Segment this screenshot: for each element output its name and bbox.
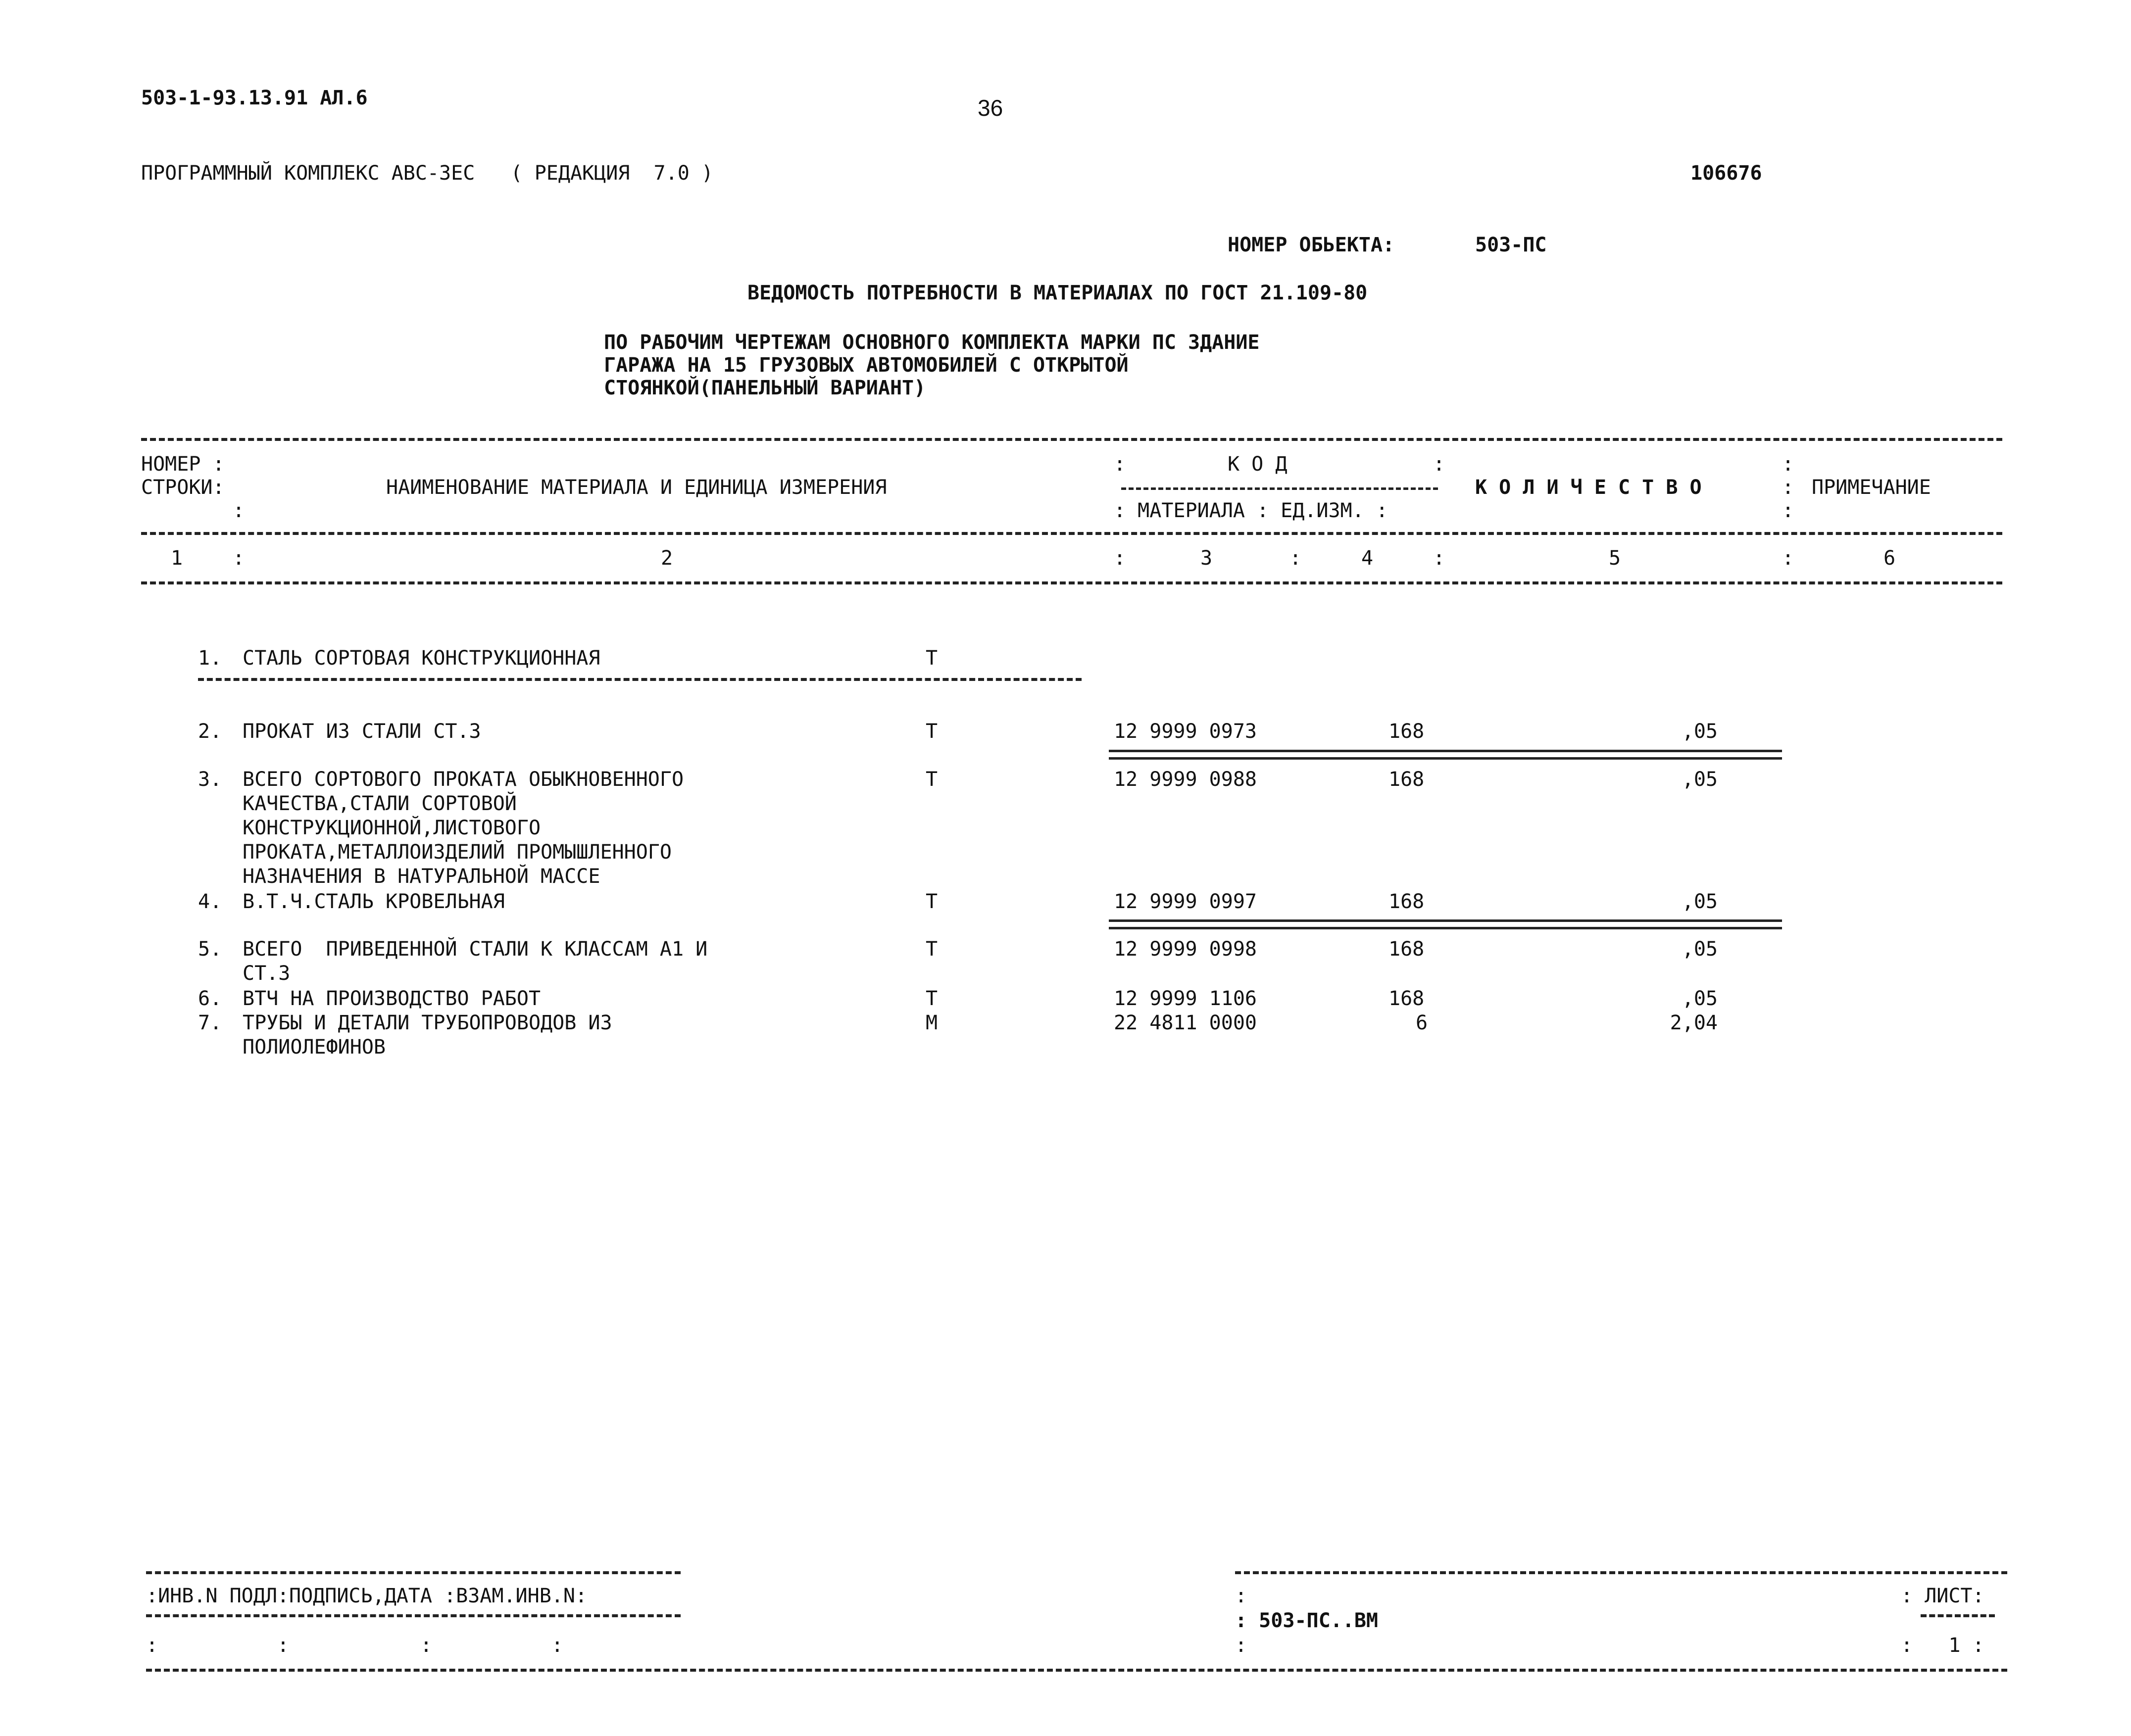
table-top-rule <box>141 438 2002 441</box>
row-name: СТ.3 <box>243 962 291 985</box>
title-block-sep: : <box>1235 1585 1247 1607</box>
sheet-label: : ЛИСТ: <box>1901 1585 1984 1607</box>
row-number: 3. <box>198 768 222 791</box>
header-row-number-1: НОМЕР : <box>141 453 225 476</box>
row-code: 12 9999 0998 <box>1114 938 1257 961</box>
subtitle-line: ПО РАБОЧИМ ЧЕРТЕЖАМ ОСНОВНОГО КОМПЛЕКТА МАРКИ ПС ЗДАНИЕ <box>604 331 1260 354</box>
header-code-rule <box>1121 487 1438 490</box>
row-name: ПОЛИОЛЕФИНОВ <box>243 1036 386 1059</box>
header-quantity: К О Л И Ч Е С Т В О <box>1475 476 1702 499</box>
column-separator: : <box>1114 547 1126 570</box>
software-name: ПРОГРАММНЫЙ КОМПЛЕКС АВС-3ЕС ( РЕДАКЦИЯ 7.0 ) <box>141 162 713 185</box>
row-quantity: ,05 <box>1682 938 1718 961</box>
row-unit: Т <box>926 720 938 743</box>
row-code: 22 4811 0000 <box>1114 1012 1257 1034</box>
row-unit-code: 168 <box>1388 890 1425 913</box>
page-number: 36 <box>978 95 1003 121</box>
sheet-rule <box>1921 1614 1995 1617</box>
sheet-number: : 1 : <box>1901 1634 1984 1657</box>
row-number: 1. <box>198 647 222 670</box>
total-rule <box>1109 750 1782 760</box>
column-separator: : <box>1289 547 1302 570</box>
stamp-mid-rule <box>146 1614 681 1617</box>
row-code: 12 9999 0997 <box>1114 890 1257 913</box>
row-name: СТАЛЬ СОРТОВАЯ КОНСТРУКЦИОННАЯ <box>243 647 600 670</box>
column-number: 6 <box>1883 547 1896 570</box>
column-separator: : <box>1433 547 1445 570</box>
header-row-number-2: СТРОКИ: <box>141 476 225 499</box>
row-quantity: ,05 <box>1682 768 1718 791</box>
title-block-top-rule <box>1235 1571 2007 1574</box>
row-name: КАЧЕСТВА,СТАЛИ СОРТОВОЙ <box>243 792 517 815</box>
subtitle-line: СТОЯНКОЙ(ПАНЕЛЬНЫЙ ВАРИАНТ) <box>604 377 926 399</box>
row-unit: Т <box>926 987 938 1010</box>
document-code: 106676 <box>1690 162 1762 185</box>
column-number: 2 <box>661 547 673 570</box>
row-name: ПРОКАТ ИЗ СТАЛИ СТ.3 <box>243 720 481 743</box>
document-reference: 503-1-93.13.91 АЛ.6 <box>141 87 368 109</box>
stamp-cells: : : : : <box>146 1634 563 1657</box>
row-number: 4. <box>198 890 222 913</box>
row-name: ТРУБЫ И ДЕТАЛИ ТРУБОПРОВОДОВ ИЗ <box>243 1012 612 1034</box>
row-name: НАЗНАЧЕНИЯ В НАТУРАЛЬНОЙ МАССЕ <box>243 865 600 888</box>
header-code: К О Д <box>1228 453 1288 476</box>
row-number: 6. <box>198 987 222 1010</box>
row-quantity: ,05 <box>1682 720 1718 743</box>
document-designation: : 503-ПС..ВМ <box>1235 1609 1378 1632</box>
header-note-sep-bottom: : <box>1782 499 1794 522</box>
header-mid-rule <box>141 532 2002 535</box>
row-unit-code: 168 <box>1388 938 1425 961</box>
row-name: ПРОКАТА,МЕТАЛЛОИЗДЕЛИЙ ПРОМЫШЛЕННОГО <box>243 841 672 864</box>
header-bottom-rule <box>141 581 2002 584</box>
column-number: 5 <box>1609 547 1621 570</box>
row-quantity: 2,04 <box>1670 1012 1718 1034</box>
row-unit-code: 6 <box>1416 1012 1428 1034</box>
column-number: 3 <box>1200 547 1213 570</box>
row-number: 2. <box>198 720 222 743</box>
row-unit-code: 168 <box>1388 768 1425 791</box>
row-name: ВТЧ НА ПРОИЗВОДСТВО РАБОТ <box>243 987 541 1010</box>
column-number: 1 <box>171 547 183 570</box>
page-title: ВЕДОМОСТЬ ПОТРЕБНОСТИ В МАТЕРИАЛАХ ПО ГОСТ 21.109-80 <box>747 282 1368 304</box>
row-number: 7. <box>198 1012 222 1034</box>
column-separator: : <box>1782 547 1794 570</box>
header-material-name: НАИМЕНОВАНИЕ МАТЕРИАЛА И ЕДИНИЦА ИЗМЕРЕНИЯ <box>386 476 887 499</box>
row-code: 12 9999 0973 <box>1114 720 1257 743</box>
row-name: КОНСТРУКЦИОННОЙ,ЛИСТОВОГО <box>243 817 541 839</box>
header-code-sep-right: : <box>1433 453 1445 476</box>
section-rule <box>198 678 1082 681</box>
object-number-label: НОМЕР ОБЬЕКТА: <box>1228 234 1395 256</box>
stamp-top-rule <box>146 1571 681 1574</box>
row-unit: Т <box>926 647 938 670</box>
header-code-sep-left: : <box>1114 453 1126 476</box>
total-rule <box>1109 919 1782 929</box>
row-code: 12 9999 0988 <box>1114 768 1257 791</box>
row-unit-code: 168 <box>1388 987 1425 1010</box>
row-name: ВСЕГО СОРТОВОГО ПРОКАТА ОБЫКНОВЕННОГО <box>243 768 684 791</box>
row-number: 5. <box>198 938 222 961</box>
row-name: В.Т.Ч.СТАЛЬ КРОВЕЛЬНАЯ <box>243 890 505 913</box>
column-number: 4 <box>1361 547 1374 570</box>
subtitle <box>604 333 1260 398</box>
page-bottom-rule <box>146 1669 2007 1672</box>
row-name: ВСЕГО ПРИВЕДЕННОЙ СТАЛИ К КЛАССАМ А1 И <box>243 938 708 961</box>
row-unit: Т <box>926 890 938 913</box>
subtitle-line: ГАРАЖА НА 15 ГРУЗОВЫХ АВТОМОБИЛЕЙ С ОТКРЫТОЙ <box>604 354 1129 377</box>
row-quantity: ,05 <box>1682 890 1718 913</box>
stamp-header: :ИНВ.N ПОДЛ:ПОДПИСЬ,ДАТА :ВЗАМ.ИНВ.N: <box>146 1585 588 1607</box>
row-code: 12 9999 1106 <box>1114 987 1257 1010</box>
row-unit: Т <box>926 938 938 961</box>
row-quantity: ,05 <box>1682 987 1718 1010</box>
header-code-sub: : МАТЕРИАЛА : ЕД.ИЗМ. : <box>1114 499 1388 522</box>
row-unit: Т <box>926 768 938 791</box>
object-number-value: 503-ПС <box>1475 234 1547 256</box>
header-note-sep-top: : <box>1782 453 1794 476</box>
title-block-sep: : <box>1235 1634 1247 1657</box>
column-separator: : <box>233 547 245 570</box>
header-row-number-3: : <box>233 499 245 522</box>
row-unit: М <box>926 1012 938 1034</box>
row-unit-code: 168 <box>1388 720 1425 743</box>
header-note: ПРИМЕЧАНИЕ <box>1812 476 1931 499</box>
header-note-sep-mid: : <box>1782 476 1794 499</box>
